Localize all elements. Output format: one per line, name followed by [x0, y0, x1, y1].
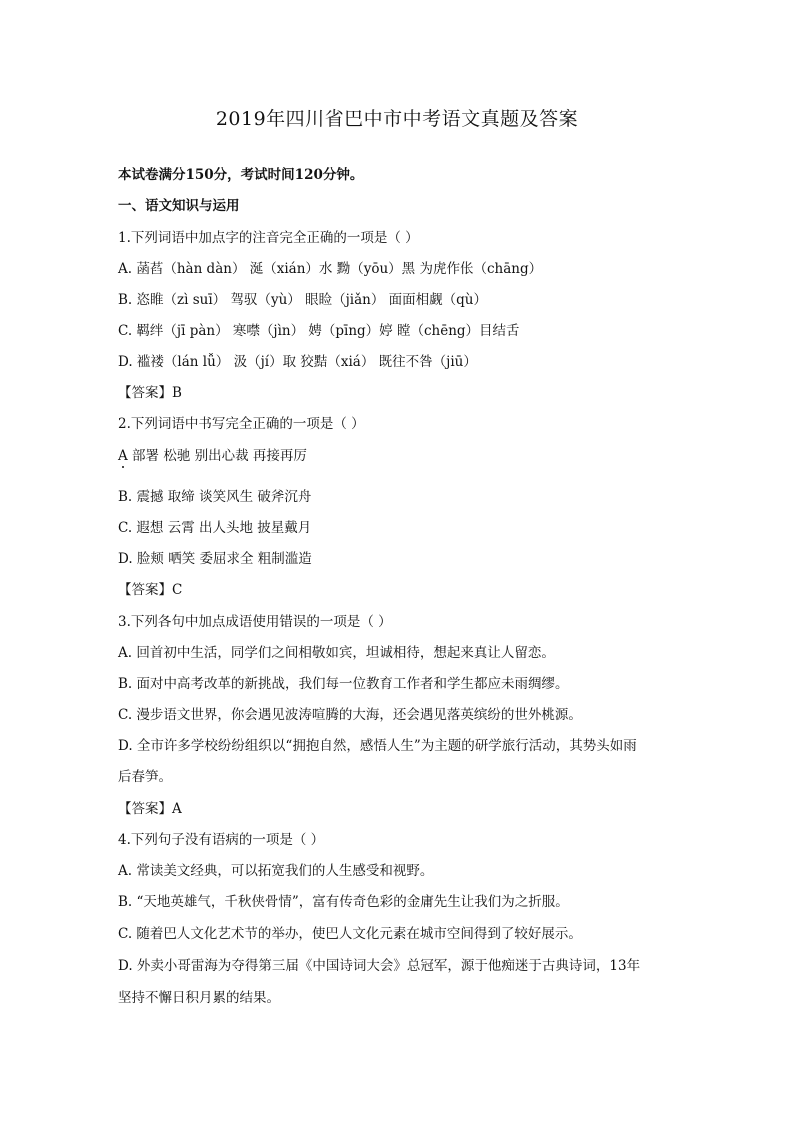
q2-answer: 【答案】C	[118, 582, 183, 598]
q1-option-c: C. 羁绊（jī pàn） 寒噤（jìn） 娉（pīng）婷 瞠（chēng）目结舌	[118, 323, 520, 339]
q2-option-c: C. 遐想 云霄 出人头地 披星戴月	[118, 520, 312, 536]
q2-option-a: A 部署 松驰 别出心裁 再接再厉	[118, 448, 307, 464]
q1-option-a: A. 菡萏（hàn dàn） 涎（xián）水 黝（yōu）黑 为虎作伥（chāng）	[118, 261, 543, 277]
q2-option-b: B. 震撼 取缔 谈笑风生 破斧沉舟	[118, 489, 312, 505]
q1-option-d: D. 褴褛（lán lǚ） 汲（jí）取 狡黠（xiá） 既往不咎（jiū）	[118, 354, 477, 370]
q1-stem: 1.下列词语中加点字的注音完全正确的一项是（ ）	[118, 230, 419, 246]
q3-answer: 【答案】A	[118, 801, 182, 817]
page-title: 2019年四川省巴中市中考语文真题及答案	[215, 108, 579, 130]
q3-option-a: A. 回首初中生活，同学们之间相敬如宾，坦诚相待，想起来真让人留恋。	[118, 645, 555, 661]
q3-option-d-line1: D. 全市许多学校纷纷组织以“拥抱自然，感悟人生”为主题的研学旅行活动，其势头如雨	[118, 738, 637, 754]
q1-answer: 【答案】B	[118, 385, 182, 401]
q3-option-c: C. 漫步语文世界，你会遇见波涛喧腾的大海，还会遇见落英缤纷的世外桃源。	[118, 707, 582, 723]
q2-option-d: D. 脸颊 哂笑 委屈求全 粗制滥造	[118, 551, 312, 567]
q3-option-d-line2: 后春笋。	[118, 769, 172, 785]
q3-stem: 3.下列各句中加点成语使用错误的一项是（ ）	[118, 614, 392, 630]
q4-option-d-line1: D. 外卖小哥雷海为夺得第三届《中国诗词大会》总冠军，源于他痴迷于古典诗词，13年	[118, 958, 641, 974]
q4-option-c: C. 随着巴人文化艺术节的举办，使巴人文化元素在城市空间得到了较好展示。	[118, 926, 582, 942]
exam-intro: 本试卷满分150分，考试时间120分钟。	[118, 167, 364, 183]
q4-option-b: B. “天地英雄气，千秋侠骨情”，富有传奇色彩的金庸先生让我们为之折服。	[118, 894, 569, 910]
q4-stem: 4.下列句子没有语病的一项是（ ）	[118, 832, 325, 848]
q4-option-a: A. 常读美文经典，可以拓宽我们的人生感受和视野。	[118, 863, 434, 879]
section-heading: 一、语文知识与运用	[118, 198, 240, 214]
stray-dot-mark	[122, 466, 124, 468]
q1-option-b: B. 恣睢（zì suī） 驾驭（yù） 眼睑（jiǎn） 面面相觑（qù）	[118, 292, 487, 308]
q2-stem: 2.下列词语中书写完全正确的一项是（ ）	[118, 416, 365, 432]
q4-option-d-line2: 坚持不懈日积月累的结果。	[118, 990, 280, 1006]
q3-option-b: B. 面对中高考改革的新挑战，我们每一位教育工作者和学生都应未雨绸缪。	[118, 676, 569, 692]
